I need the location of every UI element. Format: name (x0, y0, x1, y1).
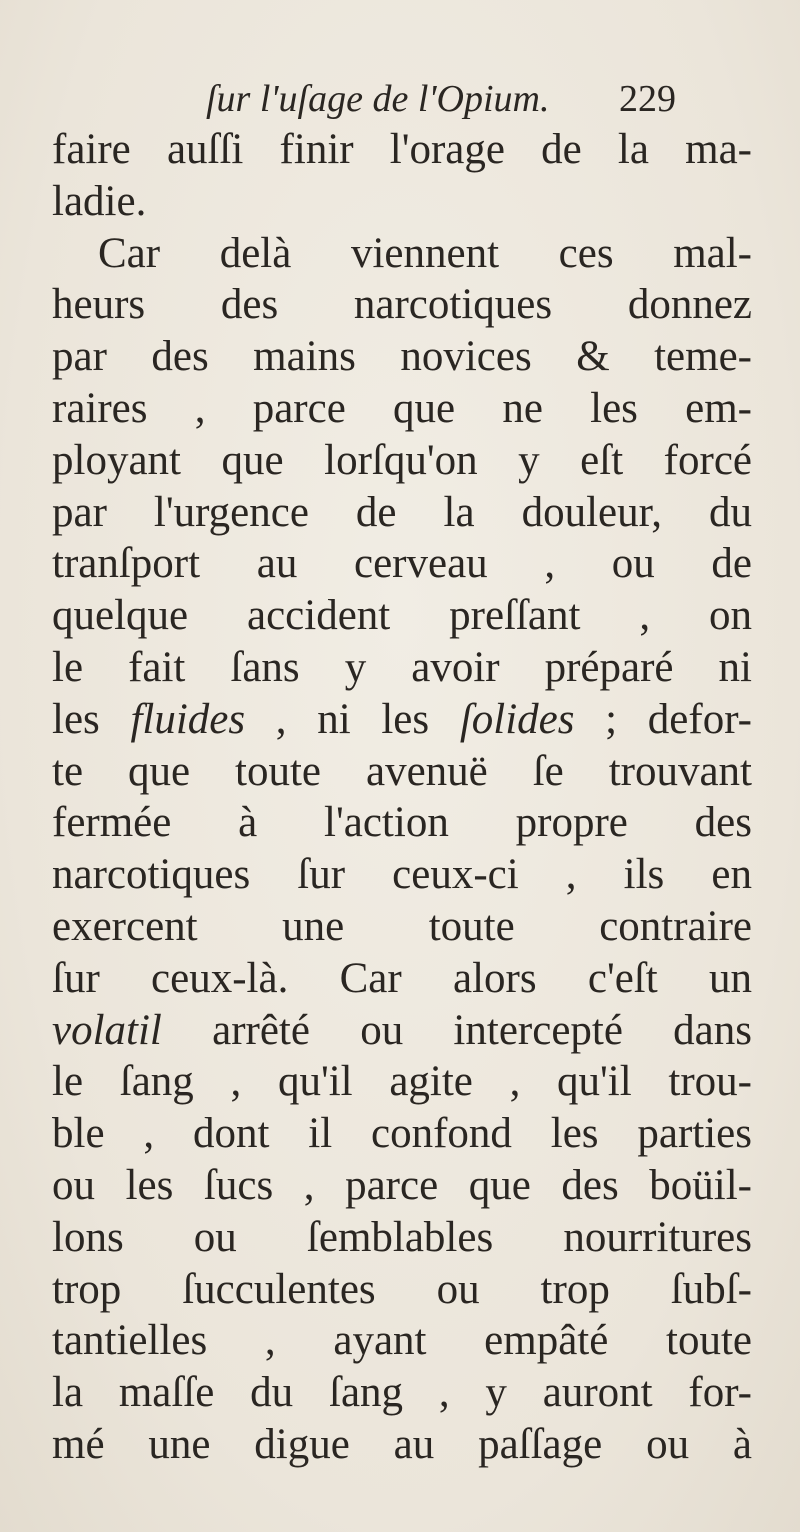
text-line: par l'urgence de la douleur, du (52, 488, 752, 536)
italic-term: volatil (52, 1006, 162, 1054)
text-line (52, 1005, 752, 1057)
text-line: raires , parce que ne les em- (52, 384, 752, 432)
page-number: 229 (619, 78, 676, 120)
text-line: par des mains novices & teme- (52, 333, 752, 381)
text-segment: ; defor- (574, 695, 752, 743)
text-line: ble , dont il confond les parties (52, 1110, 752, 1158)
text-line: tantielles , ayant empâté toute (52, 1317, 752, 1365)
page-header (206, 76, 676, 122)
text-line: faire auſſi finir l'orage de la ma- (52, 126, 752, 173)
text-segment: , ni les (245, 695, 460, 743)
text-line: te que toute avenuë ſe trouvant (52, 747, 752, 795)
text-line: ployant que lorſqu'on y eſt forcé (52, 436, 752, 484)
text-line: ſur ceux-là. Car alors c'eſt un (52, 954, 752, 1002)
text-line: quelque accident preſſant , on (52, 592, 752, 640)
text-segment: arrêté ou intercepté dans (161, 1006, 752, 1054)
text-line: ou les ſucs , parce que des boüil- (52, 1161, 752, 1209)
paragraph-start-line: Car delà viennent ces mal- (98, 229, 752, 277)
italic-term: ſolides (459, 695, 575, 743)
text-line: le ſang , qu'il agite , qu'il trou- (52, 1058, 752, 1106)
text-line: ladie. (52, 177, 147, 225)
text-line: tranſport au cerveau , ou de (52, 540, 752, 588)
text-line: narcotiques ſur ceux-ci , ils en (52, 851, 752, 899)
text-segment: les (52, 695, 131, 743)
running-title: ſur l'uſage de l'Opium. (206, 78, 550, 120)
text-line: mé une digue au paſſage ou à (52, 1420, 752, 1468)
text-line: le fait ſans y avoir préparé ni (52, 643, 752, 691)
text-line: fermée à l'action propre des (52, 799, 752, 847)
text-line: la maſſe du ſang , y auront for- (52, 1369, 752, 1417)
body-text (52, 124, 752, 1471)
text-line: heurs des narcotiques donnez (52, 281, 752, 329)
text-line (52, 694, 752, 746)
text-line: lons ou ſemblables nourritures (52, 1213, 752, 1261)
text-line: trop ſucculentes ou trop ſubſ- (52, 1265, 752, 1313)
text-line: exercent une toute contraire (52, 902, 752, 950)
italic-term: fluides (130, 695, 246, 743)
